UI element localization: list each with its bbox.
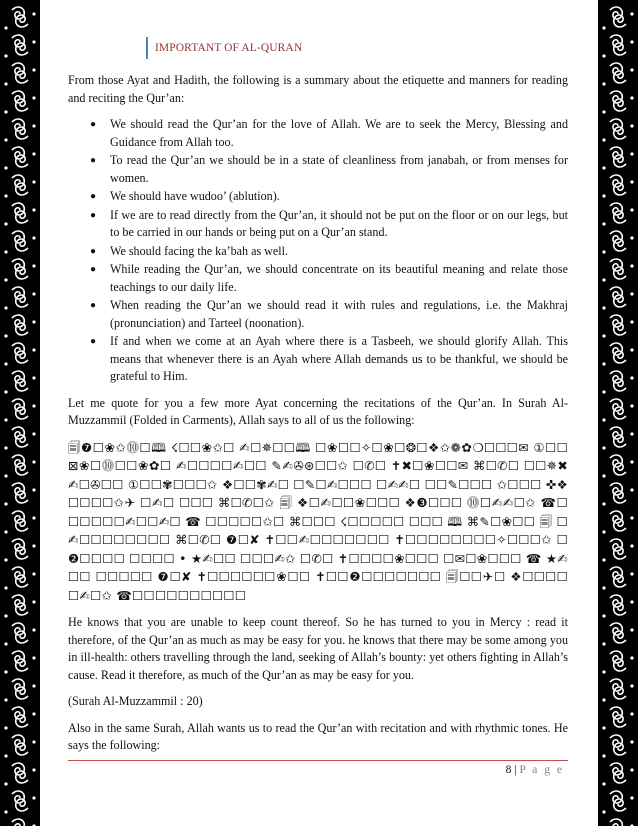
document-page [62,0,574,826]
bullet-icon: ● [90,336,97,347]
page-footer [68,760,568,776]
arabic-verse-block: 🗐❼☐❀✩⓾☐🕮 ☇☐☐❀✩☐ ✍☐✵☐☐🕮 ☐❀☐☐✧☐❀☐❂☐❖✩❁✿❍☐☐☐✉ ①☐☐⊠❀☐⓾☐☐❀✿☐ ✍☐☐☐☐✍☐☐ ✎✍✇⊛☐☐✩ ☐✆☐ ✝✖☐❀☐☐✉ ⌘☐✆☐ ☐☐✵✖✍☐✇☐☐ ①☐☐✾☐☐☐✩ ❖☐☐✾✍☐ ☐✎☐✍☐☐☐ ☐✍✍☐ ☐☐✎☐☐☐ ✩☐☐☐ ✜❖☐☐☐☐✩✈ ☐✍☐ ☐☐☐ ⌘☐✆☐✩ 🗐 ❖☐✍☐☐❀☐☐☐ ❖❸☐☐☐ ⓾☐✍✍☐✩ ☎☐☐☐☐☐☐✍☐☐✍☐ ☎ ☐☐☐☐☐✩☐ ⌘☐☐☐ ☇☐☐☐☐☐ ☐☐☐ 🕮 ⌘✎☐❀☐☐ 🗐 ☐✍☐☐☐☐☐☐☐☐ ⌘☐✆☐ ❼☐✘ ✝☐☐✍☐☐☐☐☐☐☐ ✝☐☐☐☐☐☐☐☐✧☐☐☐✩ ☐❷☐☐☐☐ ☐☐☐☐ • ★✍☐☐ ☐☐☐✍✩ ☐✆☐ ✝☐☐☐☐❀☐☐☐ ☐✉☐❀☐☐☐ ☎ ★✍☐☐ ☐☐☐☐☐ ❼☐✘ ✝☐☐☐☐☐☐❀☐☐ ✝☐☐❷☐☐☐☐☐☐☐ 🗐☐☐✈☐ ❖☐☐☐☐☐✍☐✩ ☎☐☐☐☐☐☐☐☐☐☐ [68,439,568,603]
bullet-icon: ● [90,155,97,166]
translation-paragraph: He knows that you are unable to keep count thereof. So he has turned to you in Mercy : read it therefore, of the Qur’an as much as may be easy for you. he knows that there may be some among you in ill-health: others travelling through the land, seeking of Allah’s bounty: yet others fighting in Allah’s cause. Read it therefore, as much of the Qur’an as may be easy for you. [68,615,568,682]
list-item: ● We should have wudoo’ (ablution). [68,188,568,206]
decorative-border-right [598,0,638,826]
list-item: ● We should facing the ka’bah as well. [68,243,568,261]
bullet-icon: ● [90,264,97,275]
list-item: ● To read the Qur’an we should be in a state of cleanliness from janabah, or from menses for women. [90,153,568,185]
list-item: ● If and when we come at an Ayah where there is a Tasbeeh, we should glorify Allah. This means that whenever there is an Ayah where Allah demands us to be thankful, we should be grateful to Him. [90,334,568,383]
list-item: ● When reading the Qur’an we should read it with rules and regulations, i.e. the Makhraj (pronunciation) and Tarteel (noonation). [90,298,568,330]
bullet-icon: ● [90,119,97,130]
body-text [68,72,568,764]
ornament-pattern-left [0,0,40,826]
ornament-pattern-right [598,0,638,826]
bullet-icon: ● [90,300,97,311]
decorative-border-left [0,0,40,826]
page-header-title: IMPORTANT OF AL-QURAN [146,37,302,59]
bullet-icon: ● [90,209,97,221]
bullet-icon: ● [90,245,97,257]
list-item: ● While reading the Qur’an, we should concentrate on its beautiful meaning and relate those teachings to our daily life. [90,262,568,294]
intro-paragraph: From those Ayat and Hadith, the following is a summary about the etiquette and manners for reading and reciting the Qur’an: [68,73,568,105]
etiquette-list [68,116,568,386]
list-item: ● We should read the Qur’an for the love of Allah. We are to seek the Mercy, Blessing and Guidance from Allah too. [90,117,568,149]
quote-intro-paragraph: Let me quote for you a few more Ayat concerning the recitations of the Qur’an. In Surah Al-Muzzammil (Folded in Carments), Allah says to all of us the following: [68,395,568,427]
bullet-icon: ● [90,191,97,202]
page-number: 8 | P a g e [505,764,564,776]
closing-paragraph: Also in the same Surah, Allah wants us to read the Qur’an with recitation and with rhythmic tones. He says the following: [68,720,568,752]
surah-citation: (Surah Al-Muzzammil : 20) [68,694,203,708]
list-item: ● If we are to read directly from the Qur’an, it should not be put on the floor or on our legs, but to be carried in our hands or being put on a Qur’an stand. [90,207,568,239]
